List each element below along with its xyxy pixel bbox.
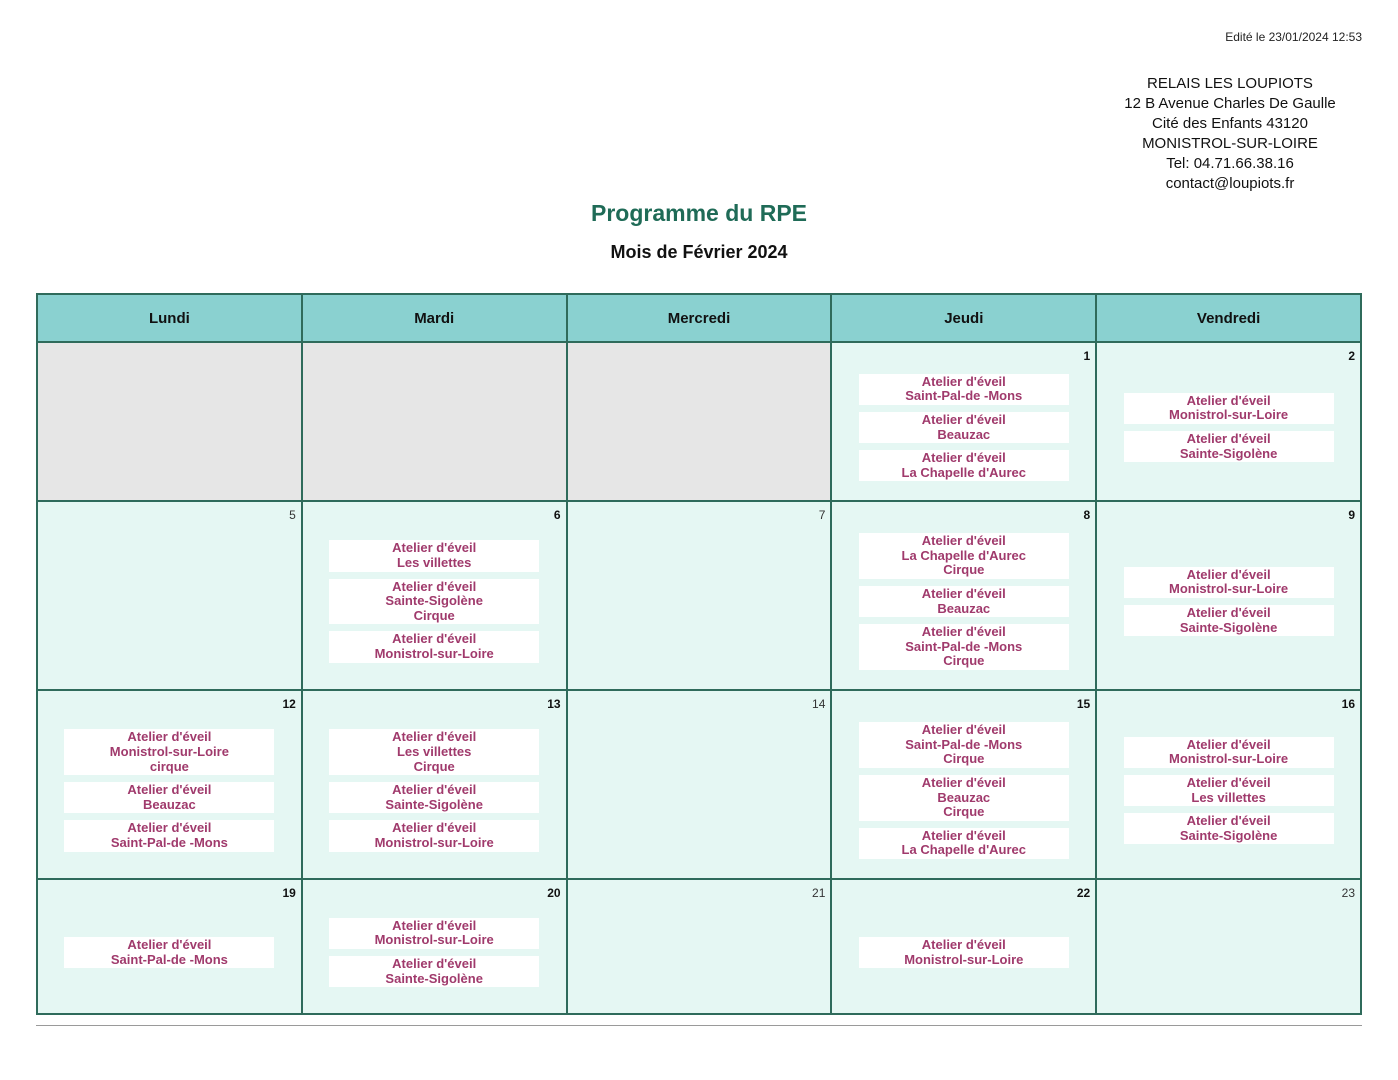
event-item[interactable] <box>64 820 274 851</box>
event-detail: Cirque <box>413 607 455 623</box>
event-item[interactable] <box>329 540 539 571</box>
calendar-day-cell <box>831 879 1096 1014</box>
day-number: 12 <box>282 697 296 711</box>
event-item[interactable] <box>64 937 274 968</box>
event-detail: Sainte-Sigolène <box>1179 445 1278 461</box>
calendar-week-row <box>37 501 1361 690</box>
event-item[interactable] <box>329 956 539 987</box>
event-item[interactable] <box>1124 737 1334 768</box>
event-detail: Cirque <box>943 562 985 578</box>
event-detail: Les villettes <box>1191 789 1266 805</box>
footer-divider <box>36 1025 1362 1026</box>
event-item[interactable] <box>859 412 1069 443</box>
event-list <box>832 896 1095 1009</box>
event-title: Atelier d'éveil <box>392 956 477 971</box>
calendar-table <box>36 293 1362 1015</box>
event-detail: Monistrol-sur-Loire <box>374 932 494 948</box>
event-item[interactable] <box>859 450 1069 481</box>
event-title: Atelier d'éveil <box>921 533 1006 549</box>
event-detail: Cirque <box>943 751 985 767</box>
event-detail: Monistrol-sur-Loire <box>904 951 1024 967</box>
day-number: 21 <box>812 886 826 900</box>
event-list <box>303 896 566 1009</box>
event-detail: Saint-Pal-de -Mons <box>905 388 1023 404</box>
event-item[interactable] <box>859 374 1069 405</box>
event-item[interactable] <box>859 586 1069 617</box>
event-list <box>832 707 1095 874</box>
event-item[interactable] <box>1124 567 1334 598</box>
event-item[interactable] <box>1124 813 1334 844</box>
event-title: Atelier d'éveil <box>392 729 477 745</box>
day-number: 1 <box>1083 349 1091 363</box>
event-detail: Monistrol-sur-Loire <box>374 834 494 850</box>
event-item[interactable] <box>1124 605 1334 636</box>
calendar-day-cell <box>567 342 832 501</box>
event-detail: Beauzac <box>937 426 991 442</box>
day-number: 8 <box>1083 508 1091 522</box>
calendar-day-cell <box>831 342 1096 501</box>
event-list <box>38 707 301 874</box>
event-detail: Saint-Pal-de -Mons <box>905 736 1023 752</box>
event-detail: La Chapelle d'Aurec <box>901 842 1027 858</box>
calendar-day-cell <box>302 690 567 879</box>
day-number: 19 <box>282 886 296 900</box>
calendar-day-cell <box>1096 690 1361 879</box>
day-number: 23 <box>1341 886 1355 900</box>
edited-date: Edité le 23/01/2024 12:53 <box>1225 30 1362 44</box>
day-number: 9 <box>1348 508 1355 522</box>
day-number: 16 <box>1341 697 1355 711</box>
event-item[interactable] <box>329 631 539 662</box>
event-title: Atelier d'éveil <box>1186 605 1271 620</box>
event-detail: Cirque <box>413 758 455 774</box>
event-title: Atelier d'éveil <box>1186 392 1271 408</box>
event-list <box>1097 707 1360 874</box>
event-item[interactable] <box>859 828 1069 859</box>
event-title: Atelier d'éveil <box>1186 774 1271 790</box>
event-item[interactable] <box>859 624 1069 670</box>
day-number: 5 <box>289 508 296 522</box>
event-item[interactable] <box>859 722 1069 768</box>
event-detail: La Chapelle d'Aurec <box>901 547 1027 563</box>
event-detail: Les villettes <box>396 555 472 571</box>
calendar-day-cell <box>37 690 302 879</box>
event-detail: Monistrol-sur-Loire <box>109 744 229 760</box>
calendar-day-cell <box>567 501 832 690</box>
event-detail: Les villettes <box>396 744 472 760</box>
event-detail: Monistrol-sur-Loire <box>1169 751 1289 767</box>
event-item[interactable] <box>329 820 539 851</box>
event-detail: Cirque <box>943 653 985 669</box>
event-detail: Sainte-Sigolène <box>385 970 483 986</box>
event-title: Atelier d'éveil <box>921 624 1006 640</box>
header-mercredi: Mercredi <box>567 294 832 342</box>
header-lundi: Lundi <box>37 294 302 342</box>
event-item[interactable] <box>329 782 539 813</box>
day-number: 2 <box>1348 349 1355 363</box>
calendar-day-cell <box>1096 879 1361 1014</box>
event-title: Atelier d'éveil <box>921 722 1006 738</box>
calendar-week-row <box>37 690 1361 879</box>
event-item[interactable] <box>1124 393 1334 424</box>
event-title: Atelier d'éveil <box>921 936 1006 952</box>
day-number: 6 <box>553 508 561 522</box>
event-item[interactable] <box>64 782 274 813</box>
calendar-day-cell <box>831 501 1096 690</box>
event-title: Atelier d'éveil <box>392 631 477 647</box>
event-title: Atelier d'éveil <box>392 917 477 933</box>
event-list <box>1097 359 1360 496</box>
calendar-day-cell <box>1096 501 1361 690</box>
event-detail: Monistrol-sur-Loire <box>374 645 494 661</box>
calendar-day-cell <box>302 501 567 690</box>
calendar-day-cell <box>37 342 302 501</box>
header-mardi: Mardi <box>302 294 567 342</box>
calendar-day-cell <box>1096 342 1361 501</box>
event-title: Atelier d'éveil <box>127 782 212 798</box>
event-title: Atelier d'éveil <box>392 820 477 836</box>
event-detail: Cirque <box>943 804 985 820</box>
event-title: Atelier d'éveil <box>392 782 477 798</box>
event-title: Atelier d'éveil <box>127 936 212 952</box>
event-detail: Monistrol-sur-Loire <box>1169 581 1289 597</box>
event-list <box>832 359 1095 496</box>
day-number: 14 <box>812 697 826 711</box>
event-title: Atelier d'éveil <box>921 774 1006 790</box>
organization-address <box>1090 74 1370 194</box>
event-list <box>38 896 301 1009</box>
event-detail: Saint-Pal-de -Mons <box>110 951 228 967</box>
org-complement: Cité des Enfants 43120 <box>1152 115 1308 132</box>
event-item[interactable] <box>329 729 539 775</box>
event-detail: Beauzac <box>937 600 991 616</box>
header-jeudi: Jeudi <box>831 294 1096 342</box>
calendar-week-row <box>37 879 1361 1014</box>
event-list <box>832 518 1095 685</box>
page-title: Programme du RPE <box>591 200 807 226</box>
event-item[interactable] <box>64 729 274 775</box>
event-title: Atelier d'éveil <box>1186 736 1271 752</box>
event-item[interactable] <box>1124 775 1334 806</box>
event-title: Atelier d'éveil <box>921 585 1006 601</box>
calendar-day-cell <box>302 342 567 501</box>
event-item[interactable] <box>329 579 539 625</box>
org-street: 12 B Avenue Charles De Gaulle <box>1124 95 1336 112</box>
day-number: 13 <box>547 697 561 711</box>
event-detail: Beauzac <box>937 789 991 805</box>
event-list <box>303 707 566 874</box>
event-list <box>1097 518 1360 685</box>
day-number: 15 <box>1076 697 1091 711</box>
event-item[interactable] <box>859 533 1069 579</box>
event-detail: Monistrol-sur-Loire <box>1169 407 1289 423</box>
event-title: Atelier d'éveil <box>921 827 1006 843</box>
day-number: 22 <box>1076 886 1091 900</box>
day-number: 20 <box>547 886 561 900</box>
event-item[interactable] <box>1124 431 1334 462</box>
event-title: Atelier d'éveil <box>921 450 1006 466</box>
event-title: Atelier d'éveil <box>392 578 477 594</box>
event-detail: Sainte-Sigolène <box>385 593 483 609</box>
calendar-day-cell <box>567 690 832 879</box>
event-title: Atelier d'éveil <box>127 729 212 745</box>
event-detail: Sainte-Sigolène <box>1179 827 1278 843</box>
event-item[interactable] <box>859 775 1069 821</box>
event-detail: Saint-Pal-de -Mons <box>110 834 228 850</box>
event-title: Atelier d'éveil <box>392 540 477 556</box>
event-title: Atelier d'éveil <box>921 411 1006 427</box>
event-title: Atelier d'éveil <box>1186 431 1271 446</box>
calendar-week-row <box>37 342 1361 501</box>
org-email: contact@loupiots.fr <box>1165 175 1295 192</box>
header-vendredi: Vendredi <box>1096 294 1361 342</box>
org-name: RELAIS LES LOUPIOTS <box>1147 75 1313 92</box>
calendar-day-cell <box>567 879 832 1014</box>
calendar-header-row <box>37 294 1361 342</box>
calendar-day-cell <box>37 879 302 1014</box>
org-phone: Tel: 04.71.66.38.16 <box>1166 155 1294 172</box>
page-subtitle: Mois de Février 2024 <box>610 242 788 262</box>
day-number: 7 <box>818 508 826 522</box>
event-detail: Sainte-Sigolène <box>385 796 483 812</box>
calendar-day-cell <box>831 690 1096 879</box>
event-detail: cirque <box>149 758 189 774</box>
calendar-day-cell <box>37 501 302 690</box>
event-item[interactable] <box>859 937 1069 968</box>
event-title: Atelier d'éveil <box>1186 566 1271 582</box>
event-detail: Beauzac <box>143 796 196 812</box>
event-detail: Saint-Pal-de -Mons <box>905 638 1023 654</box>
calendar-day-cell <box>302 879 567 1014</box>
event-title: Atelier d'éveil <box>1186 813 1271 829</box>
event-detail: La Chapelle d'Aurec <box>901 464 1027 480</box>
event-title: Atelier d'éveil <box>921 373 1006 389</box>
event-item[interactable] <box>329 918 539 949</box>
event-title: Atelier d'éveil <box>127 820 212 836</box>
event-detail: Sainte-Sigolène <box>1179 619 1278 635</box>
event-list <box>303 518 566 685</box>
org-city: MONISTROL-SUR-LOIRE <box>1142 135 1318 152</box>
